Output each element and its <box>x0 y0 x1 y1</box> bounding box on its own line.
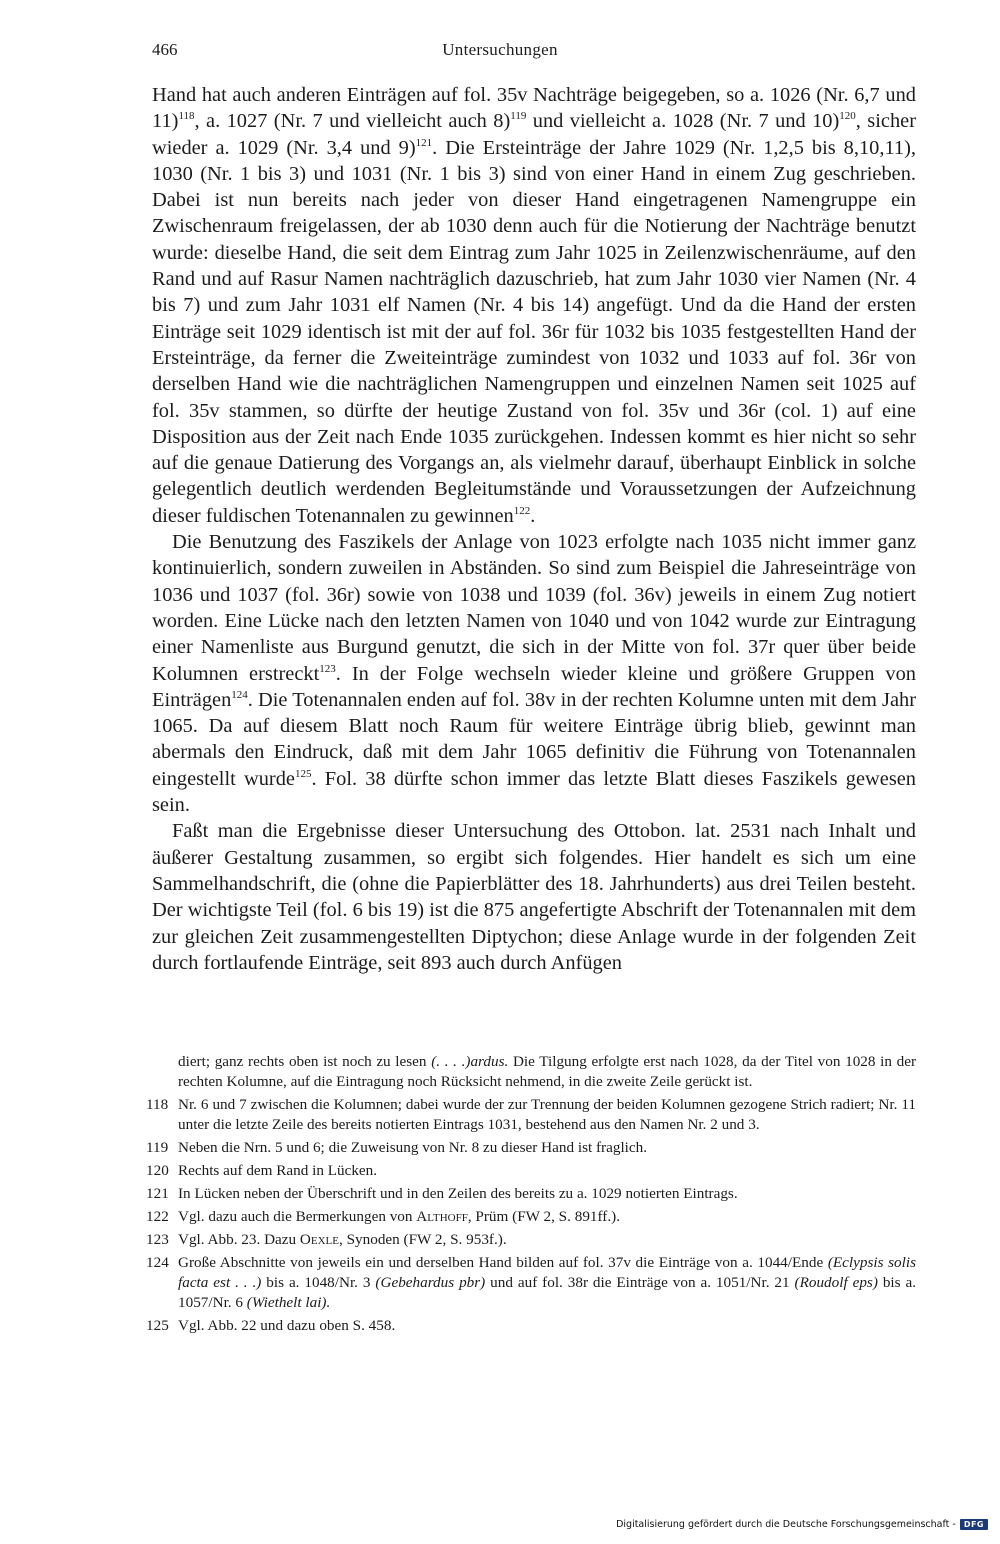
footnote <box>146 1138 916 1158</box>
text-run: . <box>530 504 536 527</box>
page-number: 466 <box>152 40 178 59</box>
main-text <box>152 82 916 976</box>
text-run: , sicher wieder a. 1029 (Nr. 3,4 und 9) <box>152 110 916 159</box>
author-name: Althoff <box>416 1208 468 1225</box>
text-run: . In der Folge wechseln wieder kleine und größere Gruppen von Einträgen <box>152 662 916 711</box>
text-run: Vgl. Abb. 22 und dazu oben S. 458. <box>178 1317 396 1334</box>
footnote-text <box>178 1138 916 1158</box>
footnote-ref: 124 <box>231 688 248 701</box>
footnote-ref: 121 <box>415 136 433 149</box>
text-run: Die Tilgung erfolgte erst nach 1028, da der Titel von 1028 in der rechten Kolumne, auf die Eintragung noch Rücksicht nehmend, in die zweite Zeile gerückt ist. <box>178 1053 916 1090</box>
footnote-ref: 119 <box>510 110 527 123</box>
footnote <box>146 1253 916 1313</box>
digitization-credit <box>616 1519 988 1530</box>
footnote-number: 125 <box>146 1317 169 1334</box>
footnote-text <box>178 1161 916 1181</box>
footnote <box>146 1230 916 1250</box>
footnote-text <box>178 1207 916 1227</box>
footnote-number: 124 <box>146 1254 169 1271</box>
footnote-text <box>178 1316 916 1336</box>
footnote-ref: 123 <box>319 662 336 675</box>
text-run: . Die Totenannalen enden auf fol. 38v in der rechten Kolumne unten mit dem Jahr 1065. Da auf diesem Blatt noch Raum für weitere Einträge übrig blieb, gewinnt man abermals den Eindruck, daß mit dem Jahr 1065 definitiv die Führung von Totenannalen eingestellt wurde <box>152 688 916 790</box>
running-head: Untersuchungen <box>442 40 558 59</box>
body-paragraph <box>152 82 916 529</box>
text-run: diert; ganz rechts oben ist noch zu lesen <box>178 1053 432 1070</box>
italic-text: (Gebehardus pbr) <box>375 1274 486 1291</box>
footnote-ref: 122 <box>513 504 531 517</box>
text-run: bis a. 1057/Nr. 6 <box>178 1274 917 1311</box>
text-run: Nr. 6 und 7 zwischen die Kolumnen; dabei wurde der zur Trennung der beiden Kolumnen gezogene Strich radiert; Nr. 11 unter die letzte Zeile des bereits notierten Eintrags 1031, bestehend aus den Namen Nr. 2 und 3. <box>178 1096 916 1133</box>
footnote-ref: 120 <box>839 110 856 123</box>
text-run: , Synoden (FW 2, S. 953f.). <box>339 1231 507 1248</box>
footnote <box>146 1161 916 1181</box>
text-run: . Fol. 38 dürfte schon immer das letzte Blatt dieses Faszikels gewesen sein. <box>152 767 916 817</box>
text-run: und auf fol. 38r die Einträge von a. 1051/Nr. 21 <box>485 1274 795 1291</box>
italic-text: (Roudolf eps) <box>794 1274 878 1291</box>
footnote-text <box>178 1184 916 1204</box>
footnote-number: 121 <box>146 1185 169 1202</box>
footnote-number: 119 <box>146 1139 169 1156</box>
text-run: Neben die Nrn. 5 und 6; die Zuweisung von Nr. 8 zu dieser Hand ist fraglich. <box>178 1139 648 1156</box>
author-name: Oexle <box>299 1231 339 1248</box>
footnote <box>146 1184 916 1204</box>
text-run: , Prüm (FW 2, S. 891ff.). <box>467 1208 620 1225</box>
italic-text: (. . . .)ardus. <box>431 1053 509 1070</box>
text-run: Hand hat auch anderen Einträgen auf fol. 35v Nachträge beigegeben, so a. 1026 (Nr. 6,7 und 11) <box>152 84 916 133</box>
text-run: , a. 1027 (Nr. 7 und vielleicht auch 8) <box>194 110 511 133</box>
footnote-number: 118 <box>146 1096 169 1113</box>
dfg-logo-icon: DFG <box>960 1519 988 1530</box>
body-paragraph <box>152 818 916 976</box>
text-run: Große Abschnitte von jeweils ein und derselben Hand bilden auf fol. 37v die Einträge von a. 1044/Ende <box>178 1254 828 1271</box>
footnote <box>146 1316 916 1336</box>
text-run: bis a. 1048/Nr. 3 <box>261 1274 376 1291</box>
text-run: Vgl. Abb. 23. Dazu <box>178 1231 300 1248</box>
footnote-number: 122 <box>146 1208 169 1225</box>
footnotes <box>146 1052 916 1339</box>
footnote-ref: 118 <box>178 110 195 123</box>
footnote-ref: 125 <box>294 767 312 780</box>
footnote-continuation <box>146 1052 916 1092</box>
footnote-number: 123 <box>146 1231 169 1248</box>
text-run: und vielleicht a. 1028 (Nr. 7 und 10) <box>526 110 840 133</box>
italic-text: (Eclypsis solis facta est . . .) <box>178 1254 917 1291</box>
text-run: Vgl. dazu auch die Bermerkungen von <box>178 1208 417 1225</box>
footnote-number: 120 <box>146 1162 169 1179</box>
footnote <box>146 1095 916 1135</box>
text-run: Die Benutzung des Faszikels der Anlage von 1023 erfolgte nach 1035 nicht immer ganz kontinuierlich, sondern zuweilen in Abständen. So sind zum Beispiel die Jahreseinträge von 1036 und 1037 (fol. 36r) sowie von 1038 und 1039 (fol. 36v) jeweils in einem Zug notiert worden. Eine Lücke nach den letzten Namen von 1040 und von 1042 wurde zur Eintragung einer Namenliste aus Burgund genutzt, die sich in der Mitte von fol. 37r quer über beide Kolumnen erstreckt <box>152 531 916 685</box>
footnote-text <box>178 1095 916 1135</box>
text-run: In Lücken neben der Überschrift und in den Zeilen des bereits zu a. 1029 notierten Eintrags. <box>178 1185 738 1202</box>
footnote-text <box>178 1253 916 1313</box>
credit-text: Digitalisierung gefördert durch die Deutsche Forschungsgemeinschaft - <box>616 1519 956 1530</box>
text-run: Faßt man die Ergebnisse dieser Untersuchung des Ottobon. lat. 2531 nach Inhalt und äußerer Gestaltung zusammen, so ergibt sich folgendes. Hier handelt es sich um eine Sammelhandschrift, die (ohne die Papierblätter des 18. Jahrhunderts) aus drei Teilen besteht. Der wichtigste Teil (fol. 6 bis 19) ist die 875 angefertigte Abschrift der Totenannalen mit dem zur gleichen Zeit zusammengestellten Diptychon; diese Anlage wurde in der folgenden Zeit durch fortlaufende Einträge, seit 893 auch durch Anfügen <box>152 820 916 974</box>
text-run: Rechts auf dem Rand in Lücken. <box>178 1162 378 1179</box>
text-run: . Die Ersteinträge der Jahre 1029 (Nr. 1,2,5 bis 8,10,11), 1030 (Nr. 1 bis 3) und 1031 (Nr. 1 bis 3) sind von einer Hand in einem Zug geschrieben. Dabei ist nun bereits nach jeder von dieser Hand eingetragenen Namengruppe ein Zwischenraum freigelassen, der ab 1030 denn auch für die Notierung der Nachträge benutzt wurde: dieselbe Hand, die seit dem Eintrag zum Jahr 1025 in Zeilenzwischenräume, auf den Rand und auf Rasur Namen nachträglich dazuschrieb, hat zum Jahr 1030 vier Namen (Nr. 4 bis 7) und zum Jahr 1031 elf Namen (Nr. 4 bis 14) angefügt. Und da die Hand der ersten Einträge seit 1029 identisch ist mit der auf fol. 36r für 1032 bis 1035 festgestellten Hand der Ersteinträge, da ferner die Zweiteinträge zumindest von 1032 und 1033 auf fol. 36r von derselben Hand wie die nachträglichen Namengruppen und einzelnen Namen seit 1025 auf fol. 35v stammen, so dürfte der heutige Zustand von fol. 35v und 36r (col. 1) auf eine Disposition aus der Zeit nach Ende 1035 zurückgehen. Indessen kommt es hier nicht so sehr auf die genaue Datierung des Vorgangs an, als vielmehr darauf, überhaupt Einblick in solche gelegentlich deutlich werdenden Begleitumstände und Voraussetzungen der Aufzeichnung dieser fuldischen Totenannalen zu gewinnen <box>152 136 916 527</box>
body-paragraph <box>152 529 916 818</box>
italic-text: (Wiethelt lai). <box>246 1294 331 1311</box>
footnote-text <box>178 1230 916 1250</box>
footnote <box>146 1207 916 1227</box>
